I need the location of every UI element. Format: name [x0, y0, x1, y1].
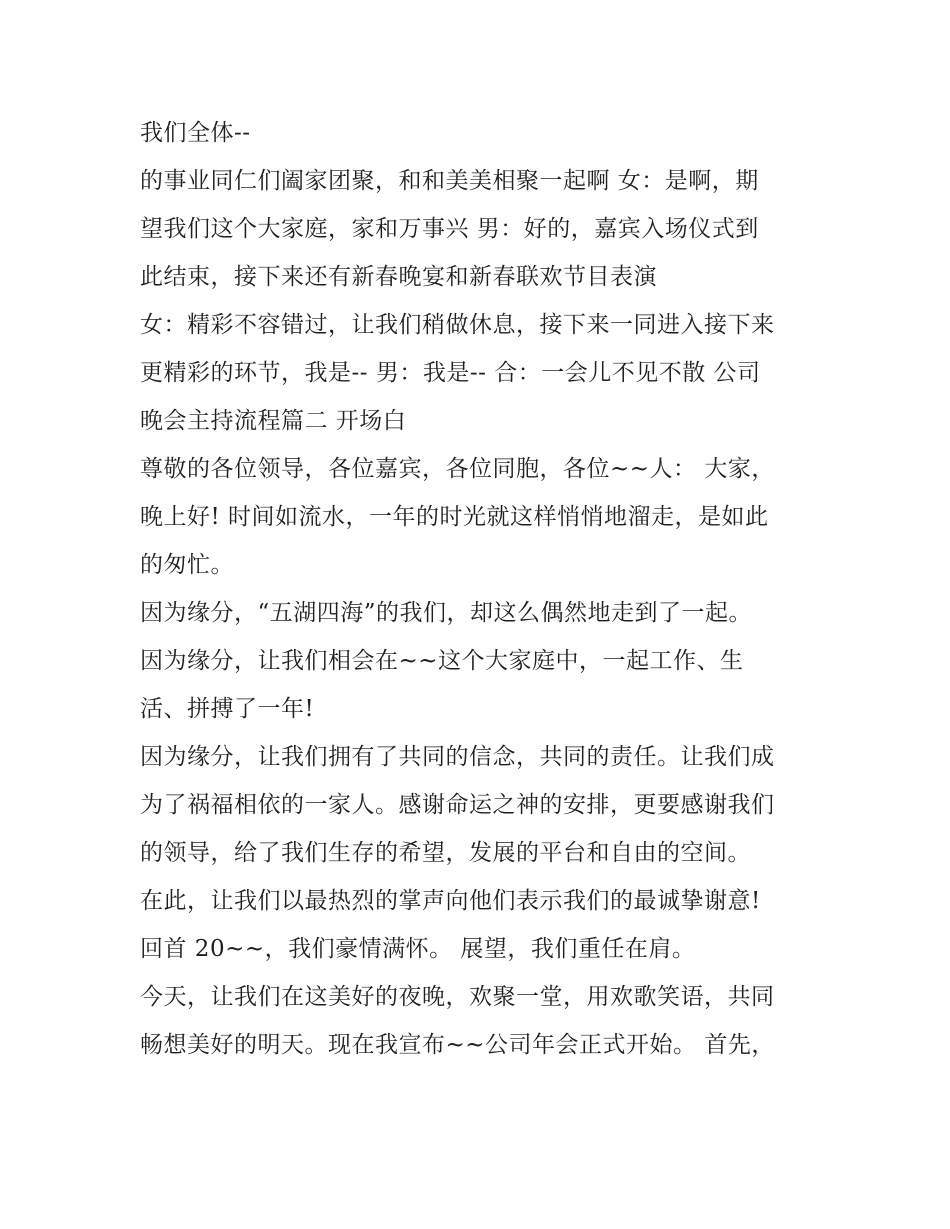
document-body	[140, 109, 830, 1069]
text-line: 的匆忙。	[140, 552, 234, 578]
text-line: 女：精彩不容错过，让我们稍做休息，接下来一同进入接下来	[140, 312, 775, 338]
text-line: 活、拼搏了一年!	[140, 696, 315, 722]
section-heading: 晚会主持流程篇二 开场白	[140, 408, 407, 434]
text-line: 的领导，给了我们生存的希望，发展的平台和自由的空间。	[140, 840, 751, 866]
text-line: 此结束，接下来还有新春晚宴和新春联欢节目表演	[140, 264, 657, 290]
text-line: 晚上好! 时间如流水，一年的时光就这样悄悄地溜走，是如此	[140, 504, 769, 530]
text-line: 更精彩的环节，我是-- 男：我是-- 合：一会儿不见不散 公司	[140, 360, 761, 386]
text-line: 为了祸福相依的一家人。感谢命运之神的安排，更要感谢我们	[140, 792, 775, 818]
text-line: 在此，让我们以最热烈的掌声向他们表示我们的最诚挚谢意!	[140, 888, 761, 914]
text-line: 因为缘分，让我们相会在~~这个大家庭中，一起工作、生	[140, 648, 744, 674]
text-line: 我们全体--	[140, 120, 251, 146]
text-line: 畅想美好的明天。现在我宣布~~公司年会正式开始。 首先，	[140, 1032, 775, 1058]
text-line: 因为缘分，“五湖四海”的我们，却这么偶然地走到了一起。	[140, 600, 753, 626]
text-line: 的事业同仁们阖家团聚，和和美美相聚一起啊 女：是啊，期	[140, 168, 759, 194]
text-line: 今天，让我们在这美好的夜晚，欢聚一堂，用欢歌笑语，共同	[140, 984, 775, 1010]
text-line: 望我们这个大家庭，家和万事兴 男：好的，嘉宾入场仪式到	[140, 216, 759, 242]
text-line: 因为缘分，让我们拥有了共同的信念，共同的责任。让我们成	[140, 744, 775, 770]
text-line: 回首 20~~，我们豪情满怀。 展望，我们重任在肩。	[140, 936, 696, 962]
text-line: 尊敬的各位领导，各位嘉宾，各位同胞，各位~~人： 大家，	[140, 456, 775, 482]
